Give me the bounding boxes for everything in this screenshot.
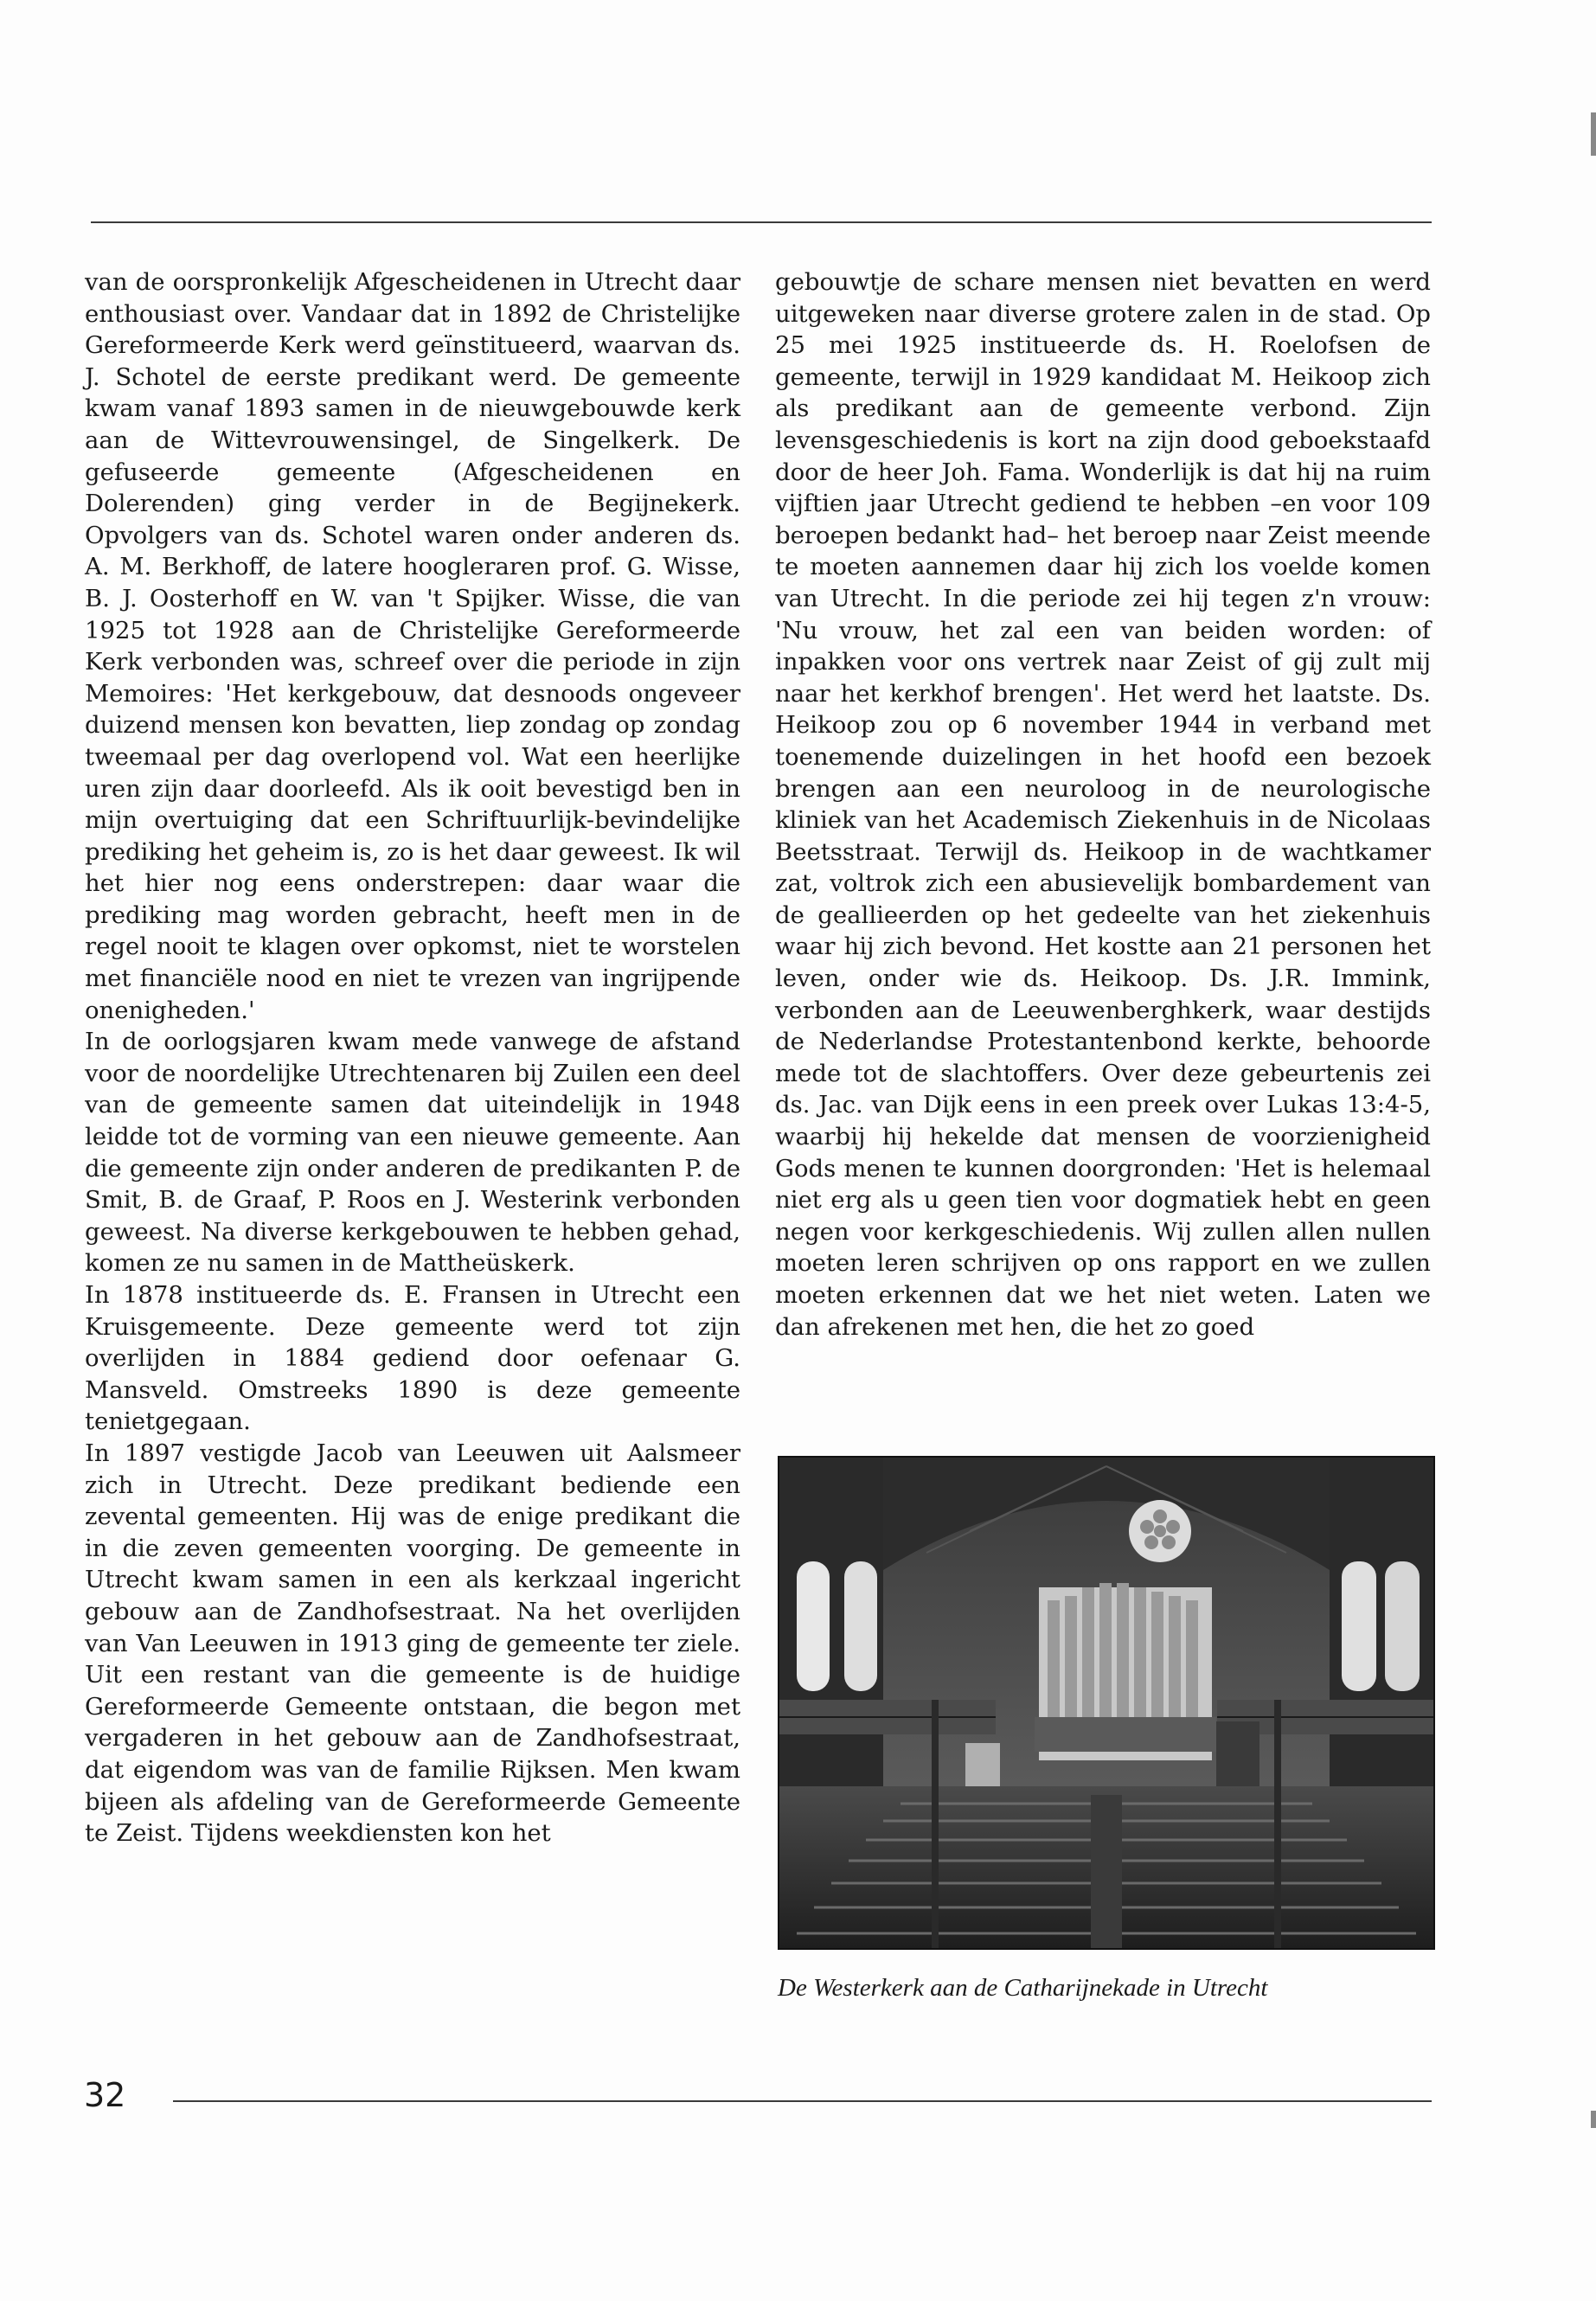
paragraph: In 1878 institueerde ds. E. Fransen in Utrecht een Kruisgemeente. Deze gemeente werd tot zijn overlijden in 1884 gediend door oefenaar G. Mansveld. Omstreeks 1890 is deze gemeente tenietgegaan. — [85, 1281, 740, 1436]
paragraph: gebouwtje de schare mensen niet bevatten en werd uitgeweken naar diverse grotere zalen in de stad. Op 25 mei 1925 institueerde ds. H. Roelofsen de gemeente, terwijl in 1929 kandidaat M. Heikoop zich als predikant aan de gemeente verbond. Zijn levensgeschiedenis is kort na zijn dood geboekstaafd door de heer Joh. Fama. Wonderlijk is dat hij na ruim vijftien jaar Utrecht gediend te hebben –en voor 109 beroepen bedankt had– het beroep naar Zeist meende te moeten aannemen daar hij zich los voelde komen van Utrecht. In die periode zei hij tegen z'n vrouw: 'Nu vrouw, het zal een van beiden worden: of inpakken voor ons vertrek naar Zeist of gij zult mij naar het kerkhof brengen'. Het werd het laatste. Ds. Heikoop zou op 6 november 1944 in verband met toenemende duizelingen in het hoofd een bezoek brengen aan een neuroloog in de neurologische kliniek van het Academisch Ziekenhuis in de Nicolaas Beetsstraat. Terwijl ds. Heikoop in de wachtkamer zat, voltrok zich een abusievelijk bombardement van de geallieerden op het gedeelte van het ziekenhuis waar hij zich bevond. Het kostte aan 21 personen het leven, onder wie ds. Heikoop. Ds. J.R. Immink, verbonden aan de Leeuwenberghkerk, waar destijds de Nederlandse Protestantenbond kerkte, behoorde mede tot de slachtoffers. Over deze gebeurtenis zei ds. Jac. van Dijk eens in een preek over Lukas 13:4-5, waarbij hij hekelde dat mensen de voorzienigheid Gods menen te kunnen doorgronden: 'Het is helemaal niet erg als u geen tien voor dogmatiek hebt en geen negen voor kerkgeschiedenis. Wij zullen allen nullen moeten leren schrijven op ons rapport en we zullen moeten erkennen dat we het niet weten. Laten we dan afrekenen met hen, die het zo goed — [775, 268, 1431, 1341]
page-number: 32 — [84, 2076, 126, 2114]
paragraph: In de oorlogsjaren kwam mede vanwege de afstand voor de noordelijke Utrechtenaren bij Zuilen een deel van de gemeente samen dat uiteindelijk in 1948 leidde tot de vorming van een nieuwe gemeente. Aan die gemeente zijn onder anderen de predikanten P. de Smit, B. de Graaf, P. Roos en J. Westerink verbonden geweest. Na diverse kerkgebouwen te hebben gehad, komen ze nu samen in de Mattheüskerk. — [85, 1028, 740, 1278]
church-interior-photo — [778, 1456, 1435, 1950]
church-interior-image — [779, 1458, 1433, 1948]
paragraph: In 1897 vestigde Jacob van Leeuwen uit Aalsmeer zich in Utrecht. Deze predikant bediende een zevental gemeenten. Hij was de enige predikant die in die zeven gemeenten voorging. De gemeente in Utrecht kwam samen in een als kerkzaal ingericht gebouw aan de Zandhofsestraat. Na het overlijden van Van Leeuwen in 1913 ging de gemeente ter ziele. Uit een restant van die gemeente is de huidige Gereformeerde Gemeente ontstaan, die begon met vergaderen in het gebouw aan de Zandhofsestraat, dat eigendom was van de familie Rijksen. Men kwam bijeen als afdeling van de Gereformeerde Gemeente te Zeist. Tijdens weekdiensten kon het — [85, 1439, 740, 1848]
right-column — [775, 266, 1431, 1343]
scan-edge-mark — [1591, 2111, 1596, 2128]
figure-caption: De Westerkerk aan de Catharijnekade in Utrecht — [778, 1974, 1268, 2002]
scan-edge-mark — [1591, 112, 1596, 156]
footer-rule — [173, 2100, 1432, 2102]
left-column — [85, 266, 740, 1849]
paragraph: van de oorspronkelijk Afgescheidenen in Utrecht daar enthousiast over. Vandaar dat in 1892 de Christelijke Gereformeerde Kerk werd geïnstitueerd, waarvan ds. J. Schotel de eerste predikant werd. De gemeente kwam vanaf 1893 samen in de nieuwgebouwde kerk aan de Wittevrouwensingel, de Singelkerk. De gefuseerde gemeente (Afgescheidenen en Dolerenden) ging verder in de Begijnekerk. Opvolgers van ds. Schotel waren onder anderen ds. A. M. Berkhoff, de latere hoogleraren prof. G. Wisse, B. J. Oosterhoff en W. van 't Spijker. Wisse, die van 1925 tot 1928 aan de Christelijke Gereformeerde Kerk verbonden was, schreef over die periode in zijn Memoires: 'Het kerkgebouw, dat desnoods ongeveer duizend mensen kon bevatten, liep zondag op zondag tweemaal per dag overlopend vol. Wat een heerlijke uren zijn daar doorleefd. Als ik ooit bevestigd ben in mijn overtuiging dat een Schriftuurlijk-bevindelijke prediking het geheim is, zo is het daar geweest. Ik wil het hier nog eens onderstrepen: daar waar die prediking mag worden gebracht, heeft men in de regel nooit te klagen over opkomst, niet te worstelen met financiële nood en niet te vrezen van ingrijpende onenigheden.' — [85, 268, 740, 1024]
header-rule — [91, 221, 1432, 223]
